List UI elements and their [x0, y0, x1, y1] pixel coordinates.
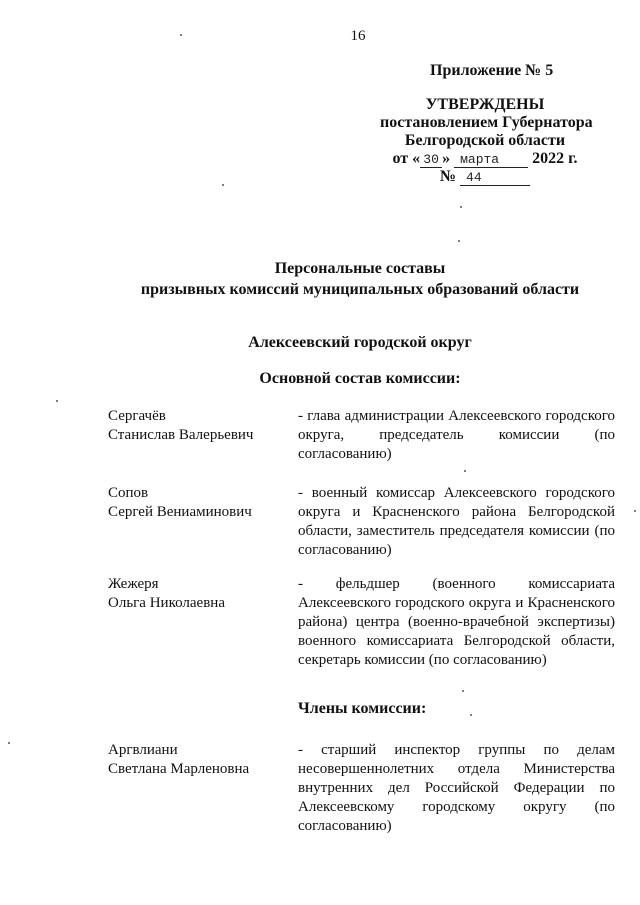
person-role: - военный комиссар Алексеевского городского округа и Красненского района Белгородской области, заместитель председателя комиссии (по согласованию)	[298, 485, 615, 558]
person-given-names: Ольга Николаевна	[108, 595, 225, 611]
person-surname: Жежеря	[108, 576, 159, 592]
approval-line: постановлением Губернатора	[380, 114, 593, 131]
number-prefix: №	[439, 168, 457, 185]
appendix-label: Приложение № 5	[430, 62, 554, 79]
person-role: - старший инспектор группы по делам несовершеннолетних отдела Министерства внутренних дел Российской Федерации по Алексеевскому городскому округу (по согласованию)	[298, 742, 615, 834]
scan-speck	[460, 206, 462, 208]
date-sep: »	[442, 150, 451, 167]
person-surname: Сопов	[108, 485, 149, 501]
person-name	[108, 484, 252, 522]
members-heading: Члены комиссии:	[298, 700, 427, 717]
scan-speck	[470, 714, 472, 716]
scan-speck	[56, 400, 58, 402]
person-surname: Аргвлиани	[108, 742, 178, 758]
person-role: - глава администрации Алексеевского городского округа, председатель комиссии (по согласованию)	[298, 408, 615, 462]
person-given-names: Светлана Марленовна	[108, 761, 250, 777]
title-line: призывных комиссий муниципальных образований области	[140, 281, 580, 298]
date-day: 30	[420, 152, 442, 168]
approval-line: УТВЕРЖДЕНЫ	[425, 96, 545, 113]
person-name	[108, 741, 249, 779]
person-role: - фельдшер (военного комиссариата Алексеевского городского округа и Красненского района) центра (военно-врачебной экспертизы) военного комиссариата Белгородской области, секретарь комиссии (по согласованию)	[298, 576, 615, 668]
approval-number	[380, 168, 590, 186]
person-name	[108, 407, 253, 445]
person-given-names: Сергей Вениаминович	[108, 504, 252, 520]
approval-block	[380, 96, 593, 186]
title-line: Персональные составы	[274, 260, 446, 277]
number-value: 44	[460, 170, 530, 186]
scan-speck	[222, 184, 224, 186]
date-prefix: от «	[392, 150, 421, 167]
person-given-names: Станислав Валерьевич	[108, 427, 254, 443]
person-name	[108, 575, 225, 613]
scan-speck	[462, 690, 464, 692]
main-composition-heading: Основной состав комиссии:	[259, 370, 461, 387]
person-surname: Сергачёв	[108, 408, 166, 424]
document-title	[100, 258, 620, 300]
date-year: 2022 г.	[532, 150, 578, 167]
scan-speck	[8, 742, 10, 744]
page-number: 16	[350, 28, 366, 44]
scan-speck	[180, 34, 182, 36]
scan-speck	[464, 470, 466, 472]
approval-line: Белгородской области	[404, 132, 566, 149]
district-heading: Алексеевский городской округ	[248, 334, 472, 351]
scan-speck	[634, 510, 636, 512]
approval-date	[380, 150, 590, 168]
date-month: марта	[454, 152, 528, 168]
scan-speck	[458, 240, 460, 242]
